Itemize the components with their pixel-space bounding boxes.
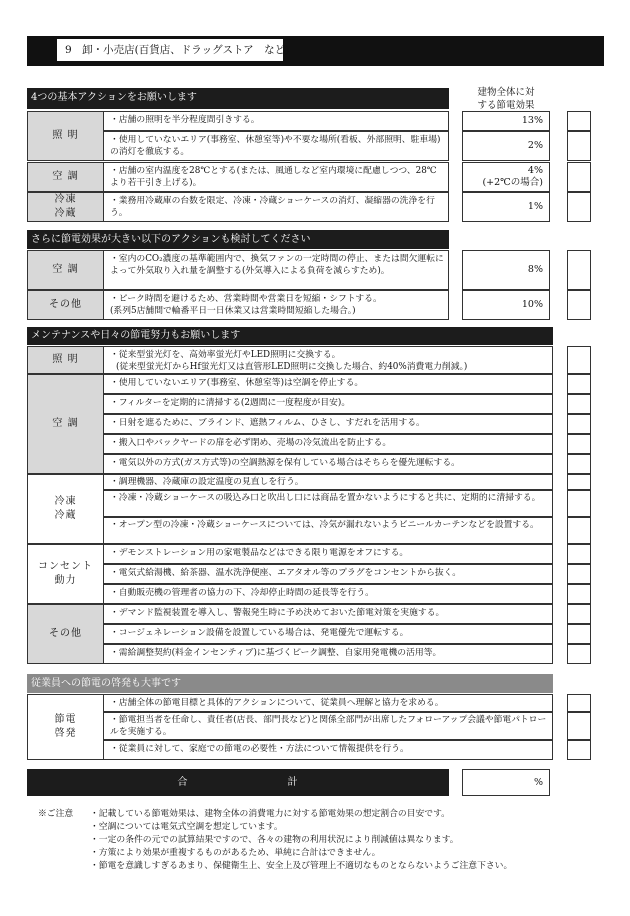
effect-header	[462, 86, 550, 112]
action-row: ・使用していないエリア(事務室、休憩室等)や不要な場所(看板、外部照明、駐車場)の消灯を徹底する。	[104, 131, 449, 161]
category-ac: 空 調	[27, 374, 104, 474]
category-lighting: 照 明	[27, 111, 104, 161]
check-box[interactable]	[567, 434, 591, 454]
check-box[interactable]	[567, 624, 591, 644]
notes-list	[90, 808, 610, 873]
action-row: ・オープン型の冷凍・冷蔵ショーケースについては、冷気が漏れないようビニールカーテンなどを設置する。	[104, 517, 553, 544]
effect-value: 4% (+2℃の場合)	[462, 162, 550, 192]
check-box[interactable]	[567, 490, 591, 517]
check-box[interactable]	[567, 544, 591, 564]
category-ac: 空 調	[27, 162, 104, 192]
check-box[interactable]	[567, 374, 591, 394]
section-header-basic: 4つの基本アクションをお願いします	[27, 88, 449, 109]
action-row: ・コージェネレーション設備を設置している場合は、発電優先で運転する。	[104, 624, 553, 644]
effect-value: 8%	[462, 250, 550, 290]
note-item: ・節電を意識しすぎるあまり、保健衛生上、安全上及び管理上不適切なものとならないようご注意下さい。	[90, 861, 513, 871]
effect-header-line2: する節電効果	[477, 100, 535, 111]
note-item: ・一定の条件の元での試算結果ですので、各々の建物の利用状況により削減値は異なります。	[90, 835, 459, 845]
action-row: ・デマンド監視装置を導入し、警報発生時に予め決めておいた節電対策を実施する。	[104, 604, 553, 624]
total-label: 合 計	[27, 769, 449, 796]
effect-value: 10%	[462, 290, 550, 320]
check-box[interactable]	[567, 644, 591, 664]
check-box[interactable]	[567, 192, 591, 222]
check-box[interactable]	[567, 131, 591, 161]
check-box[interactable]	[567, 564, 591, 584]
category-other: その他	[27, 290, 104, 320]
note-item: ・空調については電気式空調を想定しています。	[90, 822, 283, 832]
action-row: ・ピーク時間を避けるため、営業時間や営業日を短縮・シフトする。 (系列5店舗間で輪番平日一日休業又は営業時間短縮した場合。)	[104, 290, 449, 320]
action-row: ・節電担当者を任命し、責任者(店長、部門長など)と関係全部門が出席したフォローアップ会議や節電パトロールを実施する。	[104, 712, 553, 740]
check-box[interactable]	[567, 740, 591, 760]
category-other: その他	[27, 604, 104, 664]
section-header-further: さらに節電効果が大きい以下のアクションも検討してください	[27, 230, 449, 249]
check-box[interactable]	[567, 162, 591, 192]
effect-value: 2%	[462, 131, 550, 161]
note-item: ・方策により効果が重複するものがあるため、単純に合計はできません。	[90, 848, 381, 858]
check-box[interactable]	[567, 250, 591, 290]
check-box[interactable]	[567, 604, 591, 624]
action-row: ・冷凍・冷蔵ショーケースの吸込み口と吹出し口には商品を置かないようにすると共に、定期的に清掃する。	[104, 490, 553, 517]
page-title: 9 卸・小売店(百貨店、ドラッグストア など)	[56, 38, 284, 62]
action-row: ・店舗の照明を半分程度間引きする。	[104, 111, 449, 131]
effect-value: 13%	[462, 111, 550, 131]
action-row: ・従業員に対して、家庭での節電の必要性・方法について情報提供を行う。	[104, 740, 553, 760]
check-box[interactable]	[567, 584, 591, 604]
check-box[interactable]	[567, 712, 591, 740]
check-box[interactable]	[567, 346, 591, 374]
notes-label: ※ご注意	[38, 809, 74, 819]
check-box[interactable]	[567, 694, 591, 712]
action-row: ・電気式給湯機、給茶器、温水洗浄便座、エアタオル等のプラグをコンセントから抜く。	[104, 564, 553, 584]
check-box[interactable]	[567, 111, 591, 131]
action-row: ・業務用冷蔵庫の台数を限定、冷凍・冷蔵ショーケースの消灯、凝縮器の洗浄を行う。	[104, 192, 449, 222]
category-fridge: 冷凍 冷蔵	[27, 474, 104, 544]
action-row: ・従来型蛍光灯を、高効率蛍光灯やLED照明に交換する。 (従来型蛍光灯からHf蛍光灯又は直管形LED照明に交換した場合、約40%消費電力削減。)	[104, 346, 553, 374]
action-row: ・使用していないエリア(事務室、休憩室等)は空調を停止する。	[104, 374, 553, 394]
check-box[interactable]	[567, 394, 591, 414]
category-outlet: コンセント 動力	[27, 544, 104, 604]
check-box[interactable]	[567, 474, 591, 490]
note-item: ・記載している節電効果は、建物全体の消費電力に対する節電効果の想定割合の目安です。	[90, 809, 450, 819]
effect-value: 1%	[462, 192, 550, 222]
action-row: ・室内のCO₂濃度の基準範囲内で、換気ファンの一定時間の停止、または間欠運転によって外気取り入れ量を調整する(外気導入による負荷を減らすため)。	[104, 250, 449, 290]
action-row: ・需給調整契約(料金インセンティブ)に基づくピーク調整、自家用発電機の活用等。	[104, 644, 553, 664]
category-lighting: 照 明	[27, 346, 104, 374]
check-box[interactable]	[567, 454, 591, 474]
total-value-box[interactable]: %	[462, 769, 550, 796]
category-staff: 節電 啓発	[27, 694, 104, 760]
action-row: ・フィルターを定期的に清掃する(2週間に一度程度が目安)。	[104, 394, 553, 414]
action-row: ・デモンストレーション用の家電製品などはできる限り電源をオフにする。	[104, 544, 553, 564]
category-fridge: 冷凍 冷蔵	[27, 192, 104, 222]
check-box[interactable]	[567, 290, 591, 320]
section-header-staff: 従業員への節電の啓発も大事です	[27, 674, 553, 693]
section-header-maintenance: メンテナンスや日々の節電努力もお願いします	[27, 327, 553, 345]
action-row: ・調理機器、冷蔵庫の設定温度の見直しを行う。	[104, 474, 553, 490]
effect-header-line1: 建物全体に対	[477, 87, 535, 98]
action-row: ・店舗の室内温度を28℃とする(または、風通しなど室内環境に配慮しつつ、28℃より若干引き上げる)。	[104, 162, 449, 192]
action-row: ・搬入口やバックヤードの扉を必ず閉め、売場の冷気流出を防止する。	[104, 434, 553, 454]
check-box[interactable]	[567, 414, 591, 434]
check-box[interactable]	[567, 517, 591, 544]
action-row: ・店舗全体の節電目標と具体的アクションについて、従業員へ理解と協力を求める。	[104, 694, 553, 712]
action-row: ・電気以外の方式(ガス方式等)の空調熱源を保有している場合はそちらを優先運転する。	[104, 454, 553, 474]
action-row: ・日射を遮るために、ブラインド、遮熱フィルム、ひさし、すだれを活用する。	[104, 414, 553, 434]
category-ac: 空 調	[27, 250, 104, 290]
action-row: ・自動販売機の管理者の協力の下、冷却停止時間の延長等を行う。	[104, 584, 553, 604]
